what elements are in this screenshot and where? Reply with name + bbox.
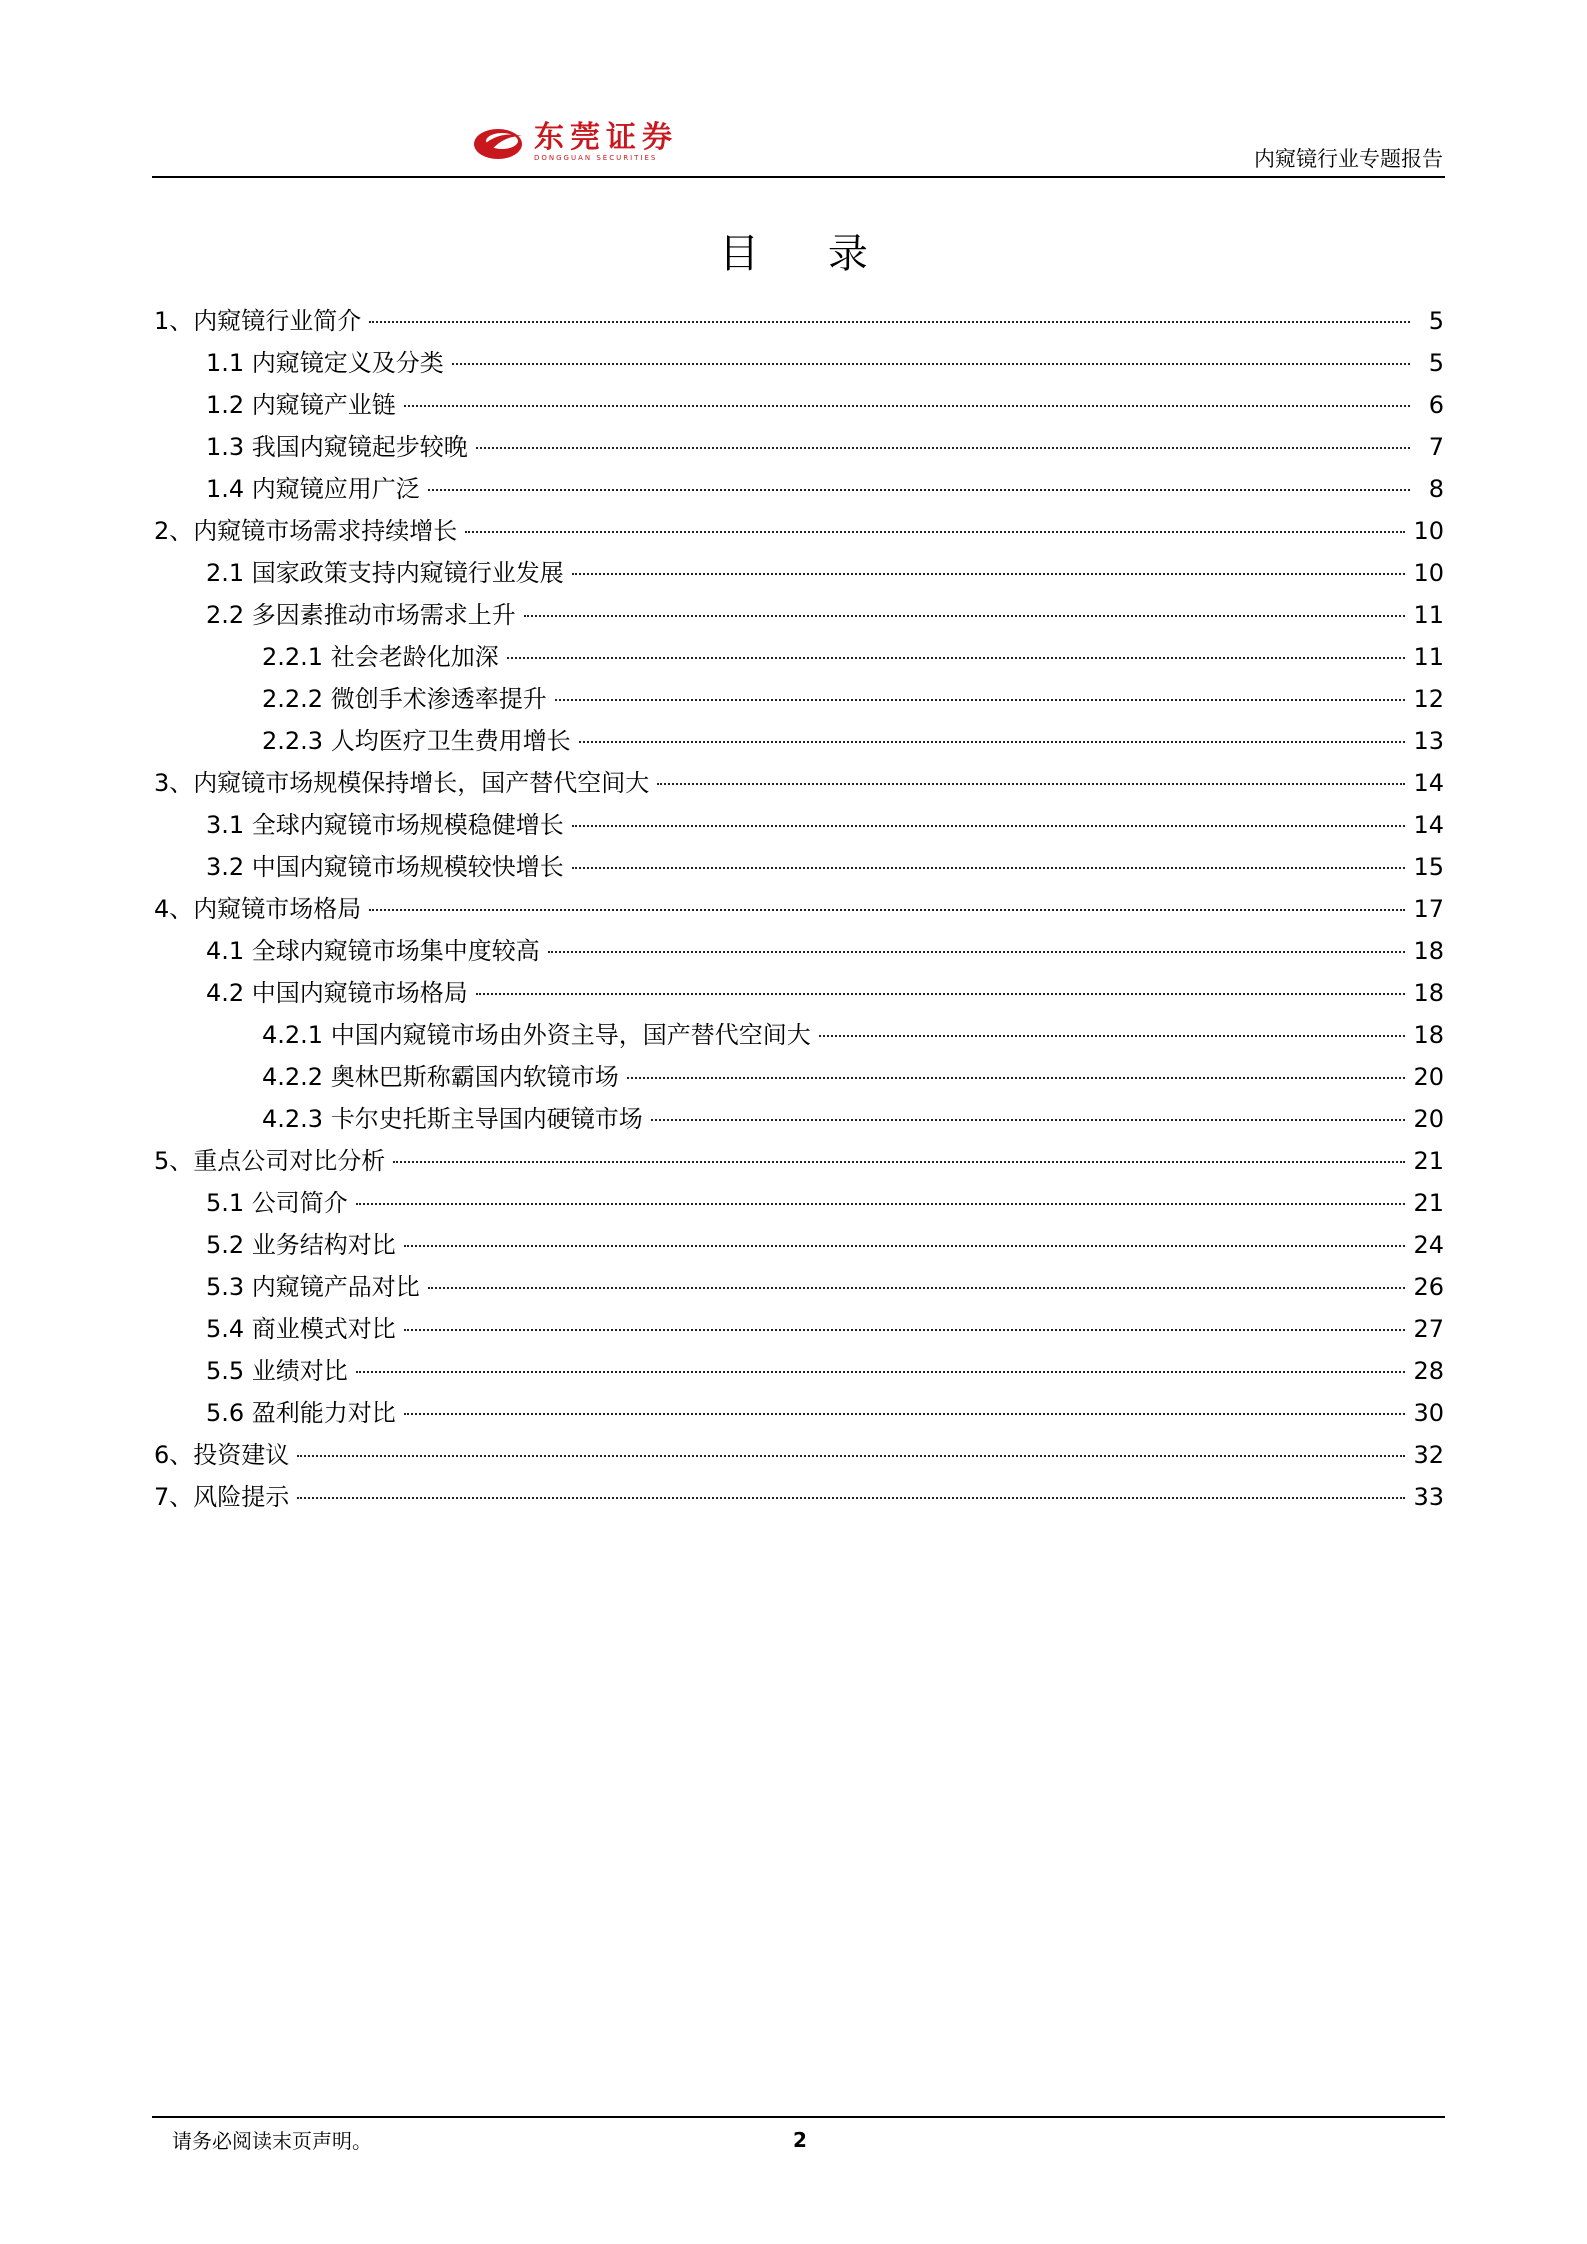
toc-entry-title: 微创手术渗透率提升 [330,685,547,713]
toc-entry[interactable] [154,846,1444,888]
toc-entry-page: 28 [1413,1357,1444,1385]
toc-entry[interactable] [154,1476,1444,1518]
toc-dot-leader [651,1119,1406,1121]
toc-entry-page: 5 [1428,307,1444,335]
toc-entry-number: 5.6 [206,1399,252,1427]
toc-entry-title: 公司简介 [251,1189,348,1217]
toc-entry-title: 中国内窥镜市场规模较快增长 [251,853,564,881]
toc-entry-title: 风险提示 [193,1483,290,1511]
toc-entry-page: 8 [1428,475,1444,503]
toc-entry-number: 4.2.3 [262,1105,331,1133]
toc-entry-page: 18 [1413,1021,1444,1049]
toc-dot-leader [404,1245,1406,1247]
header-divider [152,176,1445,178]
toc-entry-page: 24 [1413,1231,1444,1259]
toc-entry[interactable] [154,510,1444,552]
toc-entry-title: 全球内窥镜市场规模稳健增长 [251,811,564,839]
toc-entry-number: 3、 [154,769,194,797]
toc-entry-title: 中国内窥镜市场格局 [251,979,468,1007]
toc-entry-title: 人均医疗卫生费用增长 [330,727,571,755]
toc-entry-page: 12 [1413,685,1444,713]
toc-entry-page: 14 [1413,811,1444,839]
toc-entry-number: 5、 [154,1147,194,1175]
toc-entry-page: 26 [1413,1273,1444,1301]
toc-entry-page: 20 [1413,1105,1444,1133]
toc-entry-number: 7、 [154,1483,194,1511]
toc-entry-number: 5.3 [206,1273,252,1301]
toc-entry-title: 内窥镜市场格局 [193,895,362,923]
toc-entry-page: 13 [1413,727,1444,755]
toc-entry-number: 1.2 [206,391,252,419]
toc-entry-number: 4.2 [206,979,252,1007]
toc-entry[interactable] [154,720,1444,762]
toc-entry-page: 32 [1413,1441,1444,1469]
toc-entry-title: 内窥镜定义及分类 [251,349,444,377]
toc-entry[interactable] [154,300,1444,342]
toc-entry-page: 10 [1413,559,1444,587]
toc-entry-page: 21 [1413,1189,1444,1217]
toc-dot-leader [452,363,1410,365]
toc-dot-leader [657,783,1405,785]
toc-dot-leader [356,1203,1406,1205]
toc-entry-title: 内窥镜市场规模保持增长，国产替代空间大 [193,769,650,797]
toc-entry-number: 5.1 [206,1189,252,1217]
toc-dot-leader [404,1413,1406,1415]
toc-dot-leader [579,741,1406,743]
toc-entry[interactable] [154,1056,1444,1098]
toc-dot-leader [404,405,1410,407]
toc-entry[interactable] [154,1224,1444,1266]
toc-entry-number: 2.2.3 [262,727,331,755]
toc-entry-number: 1.1 [206,349,252,377]
toc-entry[interactable] [154,1182,1444,1224]
toc-entry-page: 18 [1413,937,1444,965]
toc-entry-title: 业绩对比 [251,1357,348,1385]
toc-entry-page: 10 [1413,517,1444,545]
table-of-contents [154,300,1444,1518]
toc-entry-title: 业务结构对比 [251,1231,396,1259]
toc-dot-leader [476,447,1410,449]
toc-entry[interactable] [154,762,1444,804]
toc-dot-leader [572,825,1406,827]
footer-divider [152,2116,1445,2118]
toc-dot-leader [627,1077,1406,1079]
toc-entry-title: 重点公司对比分析 [193,1147,386,1175]
toc-entry-page: 11 [1413,601,1444,629]
toc-entry-number: 2.2.2 [262,685,331,713]
toc-entry[interactable] [154,972,1444,1014]
toc-entry-title: 奥林巴斯称霸国内软镜市场 [330,1063,619,1091]
toc-entry[interactable] [154,426,1444,468]
toc-entry-page: 30 [1413,1399,1444,1427]
toc-entry-page: 18 [1413,979,1444,1007]
toc-dot-leader [524,615,1406,617]
toc-dot-leader [369,321,1410,323]
toc-entry-page: 15 [1413,853,1444,881]
toc-entry[interactable] [154,678,1444,720]
toc-dot-leader [572,573,1406,575]
toc-entry-title: 我国内窥镜起步较晚 [251,433,468,461]
toc-dot-leader [572,867,1406,869]
toc-dot-leader [297,1497,1405,1499]
toc-entry-number: 5.4 [206,1315,252,1343]
page-number: 2 [793,2128,807,2152]
toc-entry-title: 内窥镜行业简介 [193,307,362,335]
brand-name-en: DONGGUAN SECURITIES [534,153,658,162]
toc-entry[interactable] [154,1434,1444,1476]
toc-entry-number: 4.1 [206,937,252,965]
toc-entry-number: 3.1 [206,811,252,839]
toc-entry[interactable] [154,1392,1444,1434]
toc-entry-title: 投资建议 [193,1441,290,1469]
page-header [152,100,1445,178]
toc-entry-number: 2、 [154,517,194,545]
toc-entry-number: 1.4 [206,475,252,503]
toc-entry[interactable] [154,888,1444,930]
toc-entry[interactable] [154,342,1444,384]
toc-entry-title: 中国内窥镜市场由外资主导，国产替代空间大 [330,1021,811,1049]
toc-entry[interactable] [154,636,1444,678]
toc-entry-page: 17 [1413,895,1444,923]
toc-entry-page: 7 [1428,433,1444,461]
toc-heading: 目 录 [719,231,896,277]
toc-entry[interactable] [154,1098,1444,1140]
toc-dot-leader [404,1329,1406,1331]
toc-entry[interactable] [154,552,1444,594]
toc-entry[interactable] [154,1266,1444,1308]
toc-entry-number: 4、 [154,895,194,923]
toc-entry-title: 商业模式对比 [251,1315,396,1343]
toc-entry-title: 卡尔史托斯主导国内硬镜市场 [330,1105,643,1133]
toc-entry-page: 6 [1428,391,1444,419]
toc-entry-page: 27 [1413,1315,1444,1343]
company-logo [472,120,678,164]
toc-entry-title: 国家政策支持内窥镜行业发展 [251,559,564,587]
toc-entry[interactable] [154,1014,1444,1056]
report-title: 内窥镜行业专题报告 [1254,147,1443,171]
toc-entry-title: 盈利能力对比 [251,1399,396,1427]
toc-entry[interactable] [154,930,1444,972]
toc-entry-title: 内窥镜应用广泛 [251,475,420,503]
toc-entry-number: 2.2.1 [262,643,331,671]
toc-entry[interactable] [154,804,1444,846]
toc-dot-leader [369,909,1405,911]
toc-entry-number: 5.2 [206,1231,252,1259]
toc-entry-page: 20 [1413,1063,1444,1091]
toc-entry-title: 内窥镜产业链 [251,391,396,419]
toc-entry-title: 多因素推动市场需求上升 [251,601,516,629]
toc-entry-number: 6、 [154,1441,194,1469]
toc-entry-page: 21 [1413,1147,1444,1175]
toc-dot-leader [428,1287,1406,1289]
toc-dot-leader [819,1035,1406,1037]
toc-entry-number: 3.2 [206,853,252,881]
toc-entry[interactable] [154,384,1444,426]
logo-emblem-icon [472,122,528,162]
toc-entry-title: 全球内窥镜市场集中度较高 [251,937,540,965]
toc-entry-number: 2.2 [206,601,252,629]
toc-dot-leader [555,699,1406,701]
toc-entry-number: 1、 [154,307,194,335]
toc-entry-title: 内窥镜产品对比 [251,1273,420,1301]
toc-dot-leader [297,1455,1405,1457]
toc-dot-leader [356,1371,1406,1373]
toc-entry-title: 内窥镜市场需求持续增长 [193,517,458,545]
disclaimer-note: 请务必阅读末页声明。 [172,2129,372,2153]
toc-dot-leader [476,993,1406,995]
toc-entry[interactable] [154,594,1444,636]
toc-dot-leader [465,531,1405,533]
toc-entry-page: 5 [1428,349,1444,377]
toc-entry-number: 1.3 [206,433,252,461]
toc-entry-page: 11 [1413,643,1444,671]
toc-entry-title: 社会老龄化加深 [330,643,499,671]
toc-entry-number: 4.2.2 [262,1063,331,1091]
toc-entry[interactable] [154,1140,1444,1182]
toc-dot-leader [428,489,1410,491]
toc-dot-leader [548,951,1406,953]
toc-dot-leader [393,1161,1405,1163]
toc-entry[interactable] [154,468,1444,510]
toc-entry-number: 5.5 [206,1357,252,1385]
toc-entry-page: 14 [1413,769,1444,797]
toc-dot-leader [507,657,1406,659]
toc-entry-number: 2.1 [206,559,252,587]
toc-entry[interactable] [154,1308,1444,1350]
toc-entry-page: 33 [1413,1483,1444,1511]
toc-entry[interactable] [154,1350,1444,1392]
toc-entry-number: 4.2.1 [262,1021,331,1049]
brand-name-cn: 东莞证券 [534,119,678,155]
